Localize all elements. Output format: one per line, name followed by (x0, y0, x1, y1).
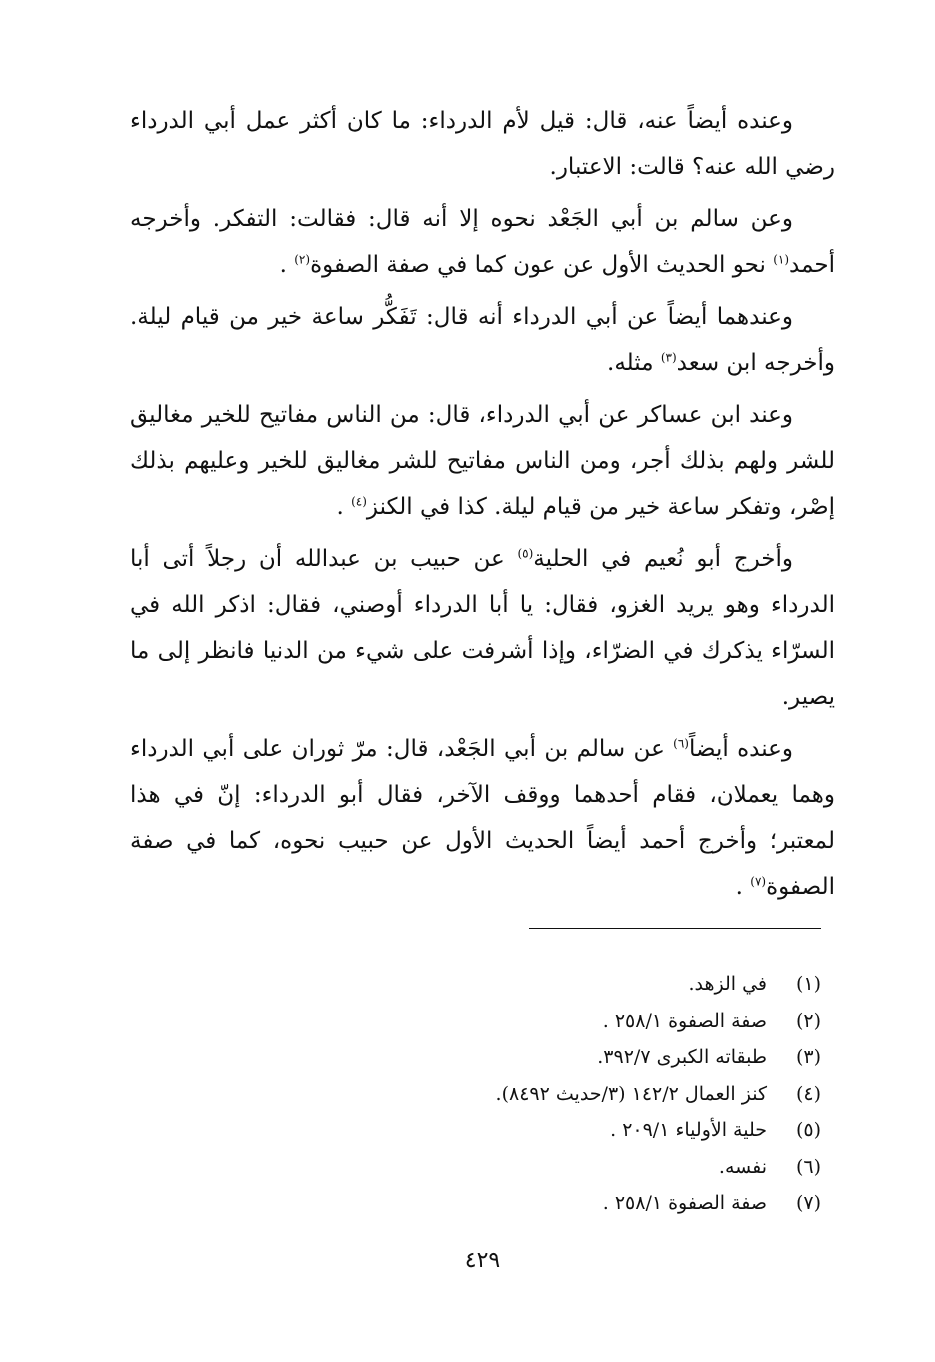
paragraph-text: عن حبيب بن عبدالله أن رجلاً أتى أبا الدرداء وهو يريد الغزو، فقال: يا أبا الدرداء أوصني، فقال: اذكر الله في السرّاء يذكرك في الضرّاء، وإذا أشرفت على شيء من الدنيا فانظر إلى ما يصير. (130, 546, 835, 710)
paragraph-text: وعن سالم بن أبي الجَعْد نحوه إلا أنه قال: فقالت: التفكر. وأخرجه أحمد (130, 206, 835, 278)
paragraph-text: . (336, 494, 352, 520)
paragraph-text: . (279, 252, 295, 278)
footnote-reference: (٢) (294, 252, 311, 267)
paragraph (130, 98, 835, 190)
paragraph-text: نحو الحديث الأول عن عون كما في صفة الصفوة (310, 252, 774, 278)
footnote-reference: (٣) (660, 350, 677, 365)
footnote-number: (٥) (795, 1119, 821, 1141)
paragraph-text: عن سالم بن أبي الجَعْد، قال: مرّ ثوران على أبي الدرداء وهما يعملان، فقام أحدهما ووقف الآخر، فقال أبو الدرداء: إنّ في هذا لمعتبر؛ وأخرج أحمد أيضاً الحديث الأول عن حبيب نحوه، كما في صفة الصفوة (130, 736, 835, 900)
footnote-reference: (٥) (517, 546, 534, 561)
footnote-item (131, 1076, 821, 1113)
footnote-item (131, 1003, 821, 1040)
footnote-reference: (١) (773, 252, 790, 267)
footnote-number: (٣) (795, 1046, 821, 1068)
paragraph-text: وعنده أيضاً (688, 736, 793, 762)
footnote-text: صفة الصفوة ٢٥٨/١ . (602, 1192, 767, 1214)
paragraph (130, 392, 835, 530)
footnote-item (131, 1039, 821, 1076)
footnote-item (131, 1112, 821, 1149)
footnote-divider (529, 928, 821, 929)
footnote-number: (٤) (795, 1082, 821, 1105)
footnote-item (131, 1149, 821, 1186)
paragraph-text: وأخرج أبو نُعيم في الحلية (533, 546, 793, 572)
main-text (130, 98, 835, 910)
paragraph (130, 726, 835, 910)
footnote-reference: (٦) (673, 736, 689, 751)
paragraph (130, 196, 835, 288)
footnote-reference: (٧) (750, 874, 767, 889)
paragraph-text: مثله. (607, 350, 661, 376)
footnote-text: نفسه. (718, 1155, 767, 1178)
paragraph-text: وعندهما أيضاً عن أبي الدرداء أنه قال: تَفَكُّر ساعة خير من قيام ليلة. وأخرجه ابن سعد (130, 304, 835, 376)
footnote-item (131, 1185, 821, 1222)
footnote-text: طبقاته الكبرى ٣٩٢/٧. (597, 1046, 767, 1068)
paragraph (130, 536, 835, 720)
footnote-text: في الزهد. (688, 973, 767, 995)
book-page (130, 98, 835, 1298)
paragraph (130, 294, 835, 386)
footnote-number: (١) (795, 973, 821, 995)
footnotes-list (131, 966, 821, 1222)
paragraph-text: وعنده أيضاً عنه، قال: قيل لأم الدرداء: ما كان أكثر عمل أبي الدرداء رضي الله عنه؟ قالت: الاعتبار. (130, 108, 835, 180)
footnote-reference: (٤) (351, 494, 367, 509)
footnote-number: (٧) (795, 1192, 821, 1214)
footnote-number: (٢) (795, 1009, 821, 1032)
paragraph-text: . (735, 874, 751, 900)
footnote-number: (٦) (795, 1155, 821, 1178)
page-number: ٤٢٩ (464, 1248, 501, 1273)
footnote-text: صفة الصفوة ٢٥٨/١ . (602, 1009, 767, 1032)
footnote-item (131, 966, 821, 1003)
footnote-text: كنز العمال ١٤٢/٢ (٣/حديث ٨٤٩٢). (495, 1082, 767, 1105)
footnote-text: حلية الأولياء ٢٠٩/١ . (610, 1119, 767, 1141)
paragraph-text: وعند ابن عساكر عن أبي الدرداء، قال: من الناس مفاتيح للخير مغاليق للشر ولهم بذلك أجر، ومن الناس مفاتيح للشر مغاليق للخير وعليهم بذلك إصْر، وتفكر ساعة خير من قيام ليلة. كذا في الكنز (130, 402, 835, 520)
